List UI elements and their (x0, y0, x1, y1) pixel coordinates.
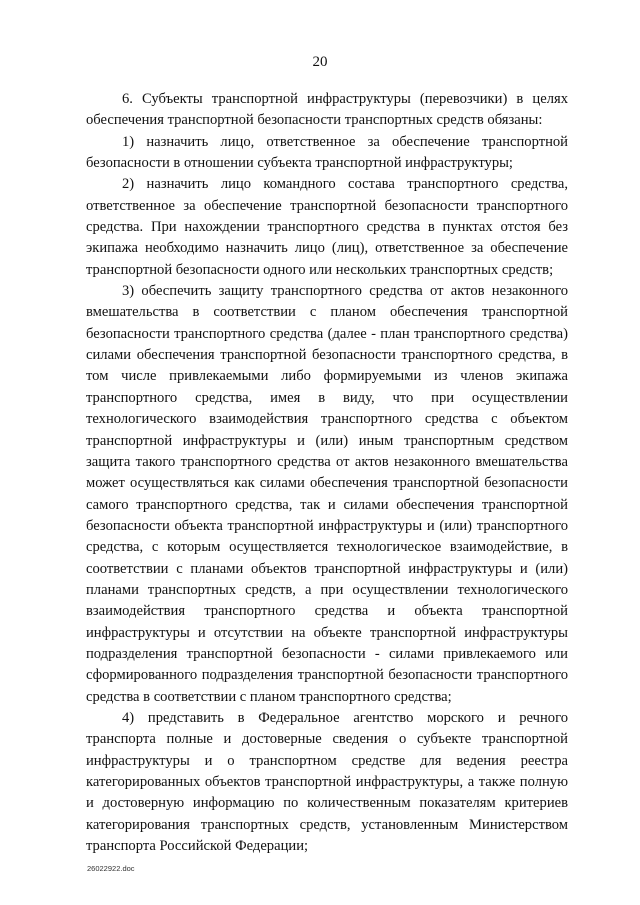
paragraph-obligations-intro: 6. Субъекты транспортной инфраструктуры (перевозчики) в целях обеспечения транспортной безопасности транспортных средств обязаны: (86, 91, 568, 129)
paragraph-item-3: 3) обеспечить защиту транспортного средства от актов незаконного вмешательства в соответствии с планом обеспечения транспортной безопасности транспортного средства (далее - план транспортного средства) силами обеспечения транспортной безопасности транспортного средства, в том числе привлекаемыми либо формируемыми из членов экипажа транспортного средства, имея в виду, что при осуществлении технологического взаимодействия транспортного средства с объектом транспортной инфраструктуры и (или) иным транспортным средством защита такого транспортного средства от актов незаконного вмешательства может осуществляться как силами обеспечения транспортной безопасности самого транспортного средства, так и силами обеспечения транспортной безопасности объекта транспортной инфраструктуры и (или) транспортного средства, с которым осуществляется технологическое взаимодействие, в соответствии с планами объектов транспортной инфраструктуры и (или) планами транспортных средств, а при осуществлении технологического взаимодействия транспортного средства и объекта транспортной инфраструктуры и отсутствии на объекте транспортной инфраструктуры подразделения транспортной безопасности - силами привлекаемого или сформированного подразделения транспортной безопасности транспортного средства в соответствии с планом транспортного средства; (86, 283, 568, 705)
document-body (86, 89, 568, 857)
page-number: 20 (312, 54, 328, 70)
paragraph-item-1: 1) назначить лицо, ответственное за обеспечение транспортной безопасности в отношении субъекта транспортной инфраструктуры; (86, 133, 568, 172)
paragraph-item-2: 2) назначить лицо командного состава транспортного средства, ответственное за обеспечение транспортной безопасности транспортного средства. При нахождении транспортного средства в пунктах отстоя без экипажа необходимо назначить лицо (лиц), ответственное за обеспечение транспортной безопасности одного или нескольких транспортных средств; (86, 176, 568, 278)
paragraph-item-4: 4) представить в Федеральное агентство морского и речного транспорта полные и достоверные сведения о субъекте транспортной инфраструктуры и о транспортном средстве для ведения реестра категорированных объектов транспортной инфраструктуры, а также полную и достоверную информацию по количественным показателям критериев категорирования транспортных средств, установленным Министерством транспорта Российской Федерации; (86, 709, 568, 855)
footer-filename: 26022922.doc (87, 864, 135, 873)
